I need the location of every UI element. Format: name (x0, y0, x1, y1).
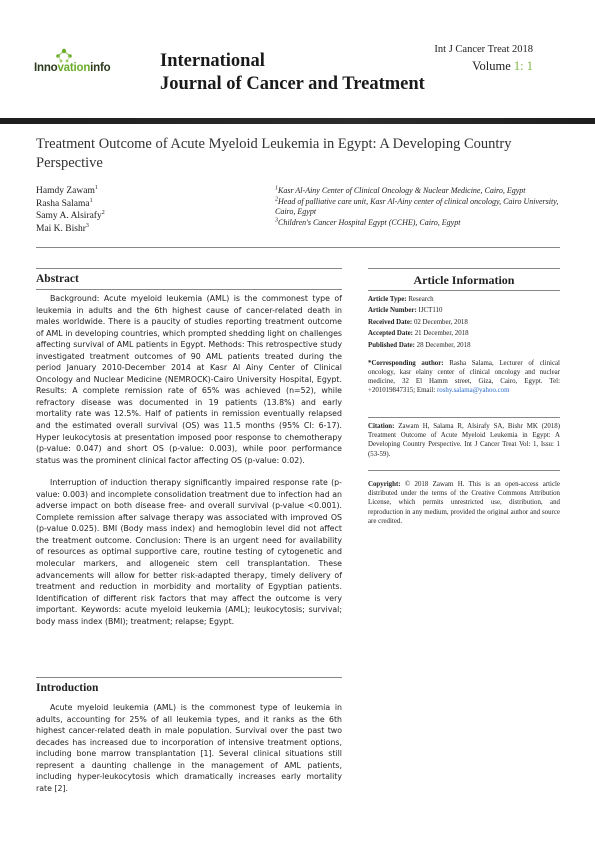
author (36, 185, 105, 198)
citation-block (368, 422, 560, 459)
author (36, 223, 105, 236)
info-field-label: Published Date: (368, 341, 415, 349)
affiliation-sup: 2 (275, 195, 278, 202)
journal-title-line-1: International (160, 51, 265, 71)
journal-title-line-2: Journal of Cancer and Treatment (160, 74, 425, 94)
affiliation-sup: 3 (275, 216, 278, 223)
info-field-value: Research (408, 296, 434, 303)
logo-part-1: Inno (34, 62, 58, 74)
affiliation (275, 197, 560, 218)
affiliation-text: Kasr Al-Ainy Center of Clinical Oncology & Nuclear Medicine, Cairo, Egypt (278, 186, 526, 195)
author-name: Hamdy Zawam (36, 186, 95, 196)
divider (368, 470, 560, 471)
divider (368, 290, 560, 291)
divider (36, 289, 342, 290)
header-band (0, 118, 595, 124)
logo-part-3: info (90, 62, 111, 74)
article-info-panel (368, 295, 560, 396)
author-sup: 3 (85, 222, 89, 229)
author-sup: 1 (89, 197, 93, 204)
article-info-heading: Article Information (413, 273, 515, 287)
introduction-body (36, 702, 342, 794)
divider (36, 247, 560, 248)
affiliation-list (275, 186, 560, 228)
info-field (368, 341, 560, 350)
info-field (368, 318, 560, 327)
citation-label: Citation: (368, 423, 395, 430)
volume-label: Volume (472, 59, 511, 73)
divider (36, 268, 342, 269)
info-field-label: Article Number: (368, 307, 417, 315)
info-field-label: Received Date: (368, 318, 413, 326)
publisher-logo (34, 48, 134, 78)
abstract-paragraph-1: Background: Acute myeloid leukemia (AML) is the commonest type of leukemia in adults and the 6th highest cause of cancer-related death in males worldwide. There is a paucity of studies reporting treatment outcome of AML in developing countries, which prompted shedding light on challenges affecting survival of AML patients in Egypt. Methods: This retrospective study investigated treatment outcomes of 90 AML patients treated during the period January 2010-December 2014 at Kasr Al Ainy Center of Clinical Oncology and Nuclear Medicine (NEMROCK)-Cairo University Hospital, Egypt. Results: A complete remission rate of 65% was achieved (n=52), while refractory disease was documented in 19 patients (13.8%) and early mortality rate was 12.5%. Half of patients in remission eventually relapsed and the estimated overall survival (OS) was 11.5 months (95% CI: 6-17). Hyper leukocytosis at presentation imposed poor response to chemotherapy (p-value: 0.047) and short OS (p-value: 0.003), while poor performance status was the prominent clinical factor affecting OS (p-value: 0.02). (36, 294, 342, 465)
author-name: Rasha Salama (36, 198, 90, 209)
corresponding-label: *Corresponding author: (368, 359, 444, 367)
copyright-panel (368, 480, 560, 526)
author (36, 198, 105, 211)
divider (368, 417, 560, 418)
info-field (368, 306, 560, 315)
author-name: Mai K. Bishr (36, 223, 86, 234)
corresponding-text: Rasha Salama, Lecturer of clinical oncology, kasr elainy center of clinical oncology and nuclear medicine, 32 El Hamm street, Giza, Cairo, Egypt. Tel: +201019847315; Email: (368, 359, 560, 395)
author-sup: 2 (101, 209, 105, 216)
article-title: Treatment Outcome of Acute Myeloid Leukemia in Egypt: A Developing Country Perspective (36, 136, 512, 171)
citation-text: Zawam H, Salama R, Alsirafy SA, Bishr MK (2018) Treatment Outcome of Acute Myeloid Leukemia in Egypt: A Developing Country Perspective. Int J Cancer Treat Vol: 1, Issu: 1 (53-59). (368, 423, 560, 458)
info-field (368, 329, 560, 338)
affiliation-text: Children's Cancer Hospital Egypt (CCHE), Cairo, Egypt (278, 217, 461, 227)
info-field-value: IJCT110 (418, 307, 443, 315)
abstract-heading: Abstract (36, 273, 79, 285)
citation-short: Int J Cancer Treat 2018 (434, 44, 533, 55)
corresponding-author (368, 359, 560, 396)
info-field (368, 295, 560, 304)
logo-part-2: vation (57, 62, 91, 74)
affiliation-sup: 1 (275, 185, 278, 192)
journal-title (160, 50, 425, 96)
info-field-value: 21 December, 2018 (414, 330, 469, 338)
abstract-paragraph-2: Interruption of induction therapy significantly impaired response rate (p-value: 0.003) and incomplete consolidation treatment due to infection had an adverse impact on both disease free- and overall survival (p-value <0.001). Complete remission after salvage therapy was associated with improved OS (p-value 0.025). BMI (Body mass index) and hemoglobin level did not affect the treatment outcome. Conclusion: There is an urgent need for availability of resources as optimal supportive care, routine testing of cytogenetic and molecular markers, and allogeneic stem cell transplantation. These advancements will allow for better risk-adapted therapy, timely delivery of treatment and reduction in morbidity and mortality of Egyptian patients. Identification of different risk factors that may affect the outcome is very important. Keywords: acute myeloid leukemia (AML); leukocytosis; survival; body mass index (BMI); treatment; relapse; Egypt. (36, 478, 342, 626)
introduction-heading: Introduction (36, 682, 99, 694)
copyright-block (368, 480, 560, 526)
corresponding-email-link[interactable]: roshy.salama@yahoo.com (436, 387, 510, 395)
logo-wordmark (34, 62, 110, 74)
abstract-body (36, 293, 342, 638)
introduction-paragraph-1: Acute myeloid leukemia (AML) is the commonest type of leukemia in adults, accounting for 25% of all leukemia types, and it ranks as the 6th highest cancer-related death in male population. Survival over the past two decades has increased due to incorporation of intensive treatment options, including bone marrow transplantation [1]. Several clinical situations still represent a daunting challenge in the management of AML patients, including hyper-leukocytosis which dramatically increases early mortality rate [2]. (36, 703, 342, 793)
info-field-label: Article Type: (368, 296, 407, 303)
copyright-text: © 2018 Zawam H. This is an open-access article distributed under the terms of the Creative Commons Attribution License, which permits unrestricted use, distribution, and reproduction in any medium, provided the original author and source are credited. (368, 481, 560, 525)
volume-number: 1: 1 (513, 59, 533, 73)
info-field-value: 02 December, 2018 (413, 318, 468, 326)
info-field-label: Accepted Date: (368, 330, 413, 338)
info-field-value: 28 December, 2018 (416, 341, 471, 349)
author (36, 210, 105, 223)
affiliation (275, 218, 560, 229)
copyright-label: Copyright: (368, 481, 401, 488)
divider (36, 677, 342, 678)
citation-panel (368, 422, 560, 459)
affiliation-text: Head of palliative care unit, Kasr Al-Ainy center of clinical oncology, Cairo University, Cairo, Egypt (275, 196, 559, 216)
author-list (36, 185, 105, 235)
author-sup: 1 (94, 184, 98, 191)
affiliation (275, 186, 560, 197)
journal-meta (434, 44, 533, 74)
volume-info (434, 59, 533, 74)
author-name: Samy A. Alsirafy (36, 211, 102, 221)
divider (368, 268, 560, 269)
